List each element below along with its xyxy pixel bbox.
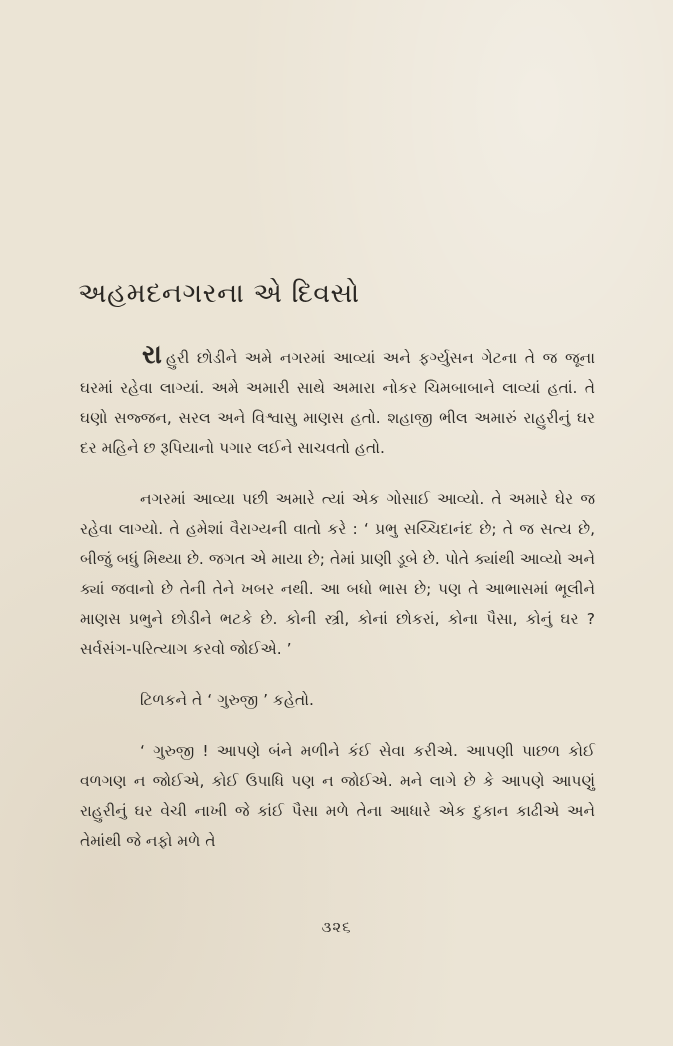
chapter-title: અહમદનગરના એ દિવસો: [78, 278, 360, 309]
paragraph-1-text: હુરી છોડીને અમે નગરમાં આવ્યાં અને ફર્ગ્યુસન ગેટના તે જ જૂના ઘરમાં રહેવા લાગ્યાં. અમે અમારી સાથે અમારા નોકર ચિમબાબાને લાવ્યાં હતાં. તે ઘણો સજ્જન, સરલ અને વિશ્વાસુ માણસ હતો. શહાજી ભીલ અમારું રાહુરીનું ઘર દર મહિને છ રૂપિયાનો પગાર લઈને સાચવતો હતો.: [80, 349, 595, 457]
paragraph-1: [80, 340, 595, 463]
drop-cap: રા: [142, 340, 162, 370]
paragraph-3: ટિળકને તે ‘ ગુરુજી ’ કહેતો.: [140, 691, 314, 709]
body-text: [80, 340, 595, 877]
paragraph-4: ‘ ગુરુજી ! આપણે બંને મળીને કંઈ સેવા કરીએ. આપણી પાછળ કોઈ વળગણ ન જોઈએ, કોઈ ઉપાધિ પણ ન જોઈએ. મને લાગે છે કે આપણે આપણું રાહુરીનું ઘર વેચી નાખી જે કાંઈ પૈસા મળે તેના આધારે એક દુકાન કાઢીએ અને તેમાંથી જે નફો મળે તે: [80, 742, 595, 850]
page-number: ૩૨૬: [321, 918, 352, 936]
paragraph-2: નગરમાં આવ્યા પછી અમારે ત્યાં એક ગોસાઈ આવ્યો. તે અમારે ઘેર જ રહેવા લાગ્યો. તે હમેશાં વૈરાગ્યની વાતો કરે : ‘ પ્રભુ સચ્ચિદાનંદ છે; તે જ સત્ય છે, બીજું બધું મિથ્યા છે. જગત એ માયા છે; તેમાં પ્રાણી ડૂબે છે. પોતે ક્યાંથી આવ્યો અને ક્યાં જવાનો છે તેની તેને ખબર નથી. આ બધો ભાસ છે; પણ તે આભાસમાં ભૂલીને માણસ પ્રભુને છોડીને ભટકે છે. કોની સ્ત્રી, કોનાં છોકરાં, કોના પૈસા, કોનું ઘર ? સર્વસંગ-પરિત્યાગ કરવો જોઈએ. ’: [80, 490, 595, 658]
